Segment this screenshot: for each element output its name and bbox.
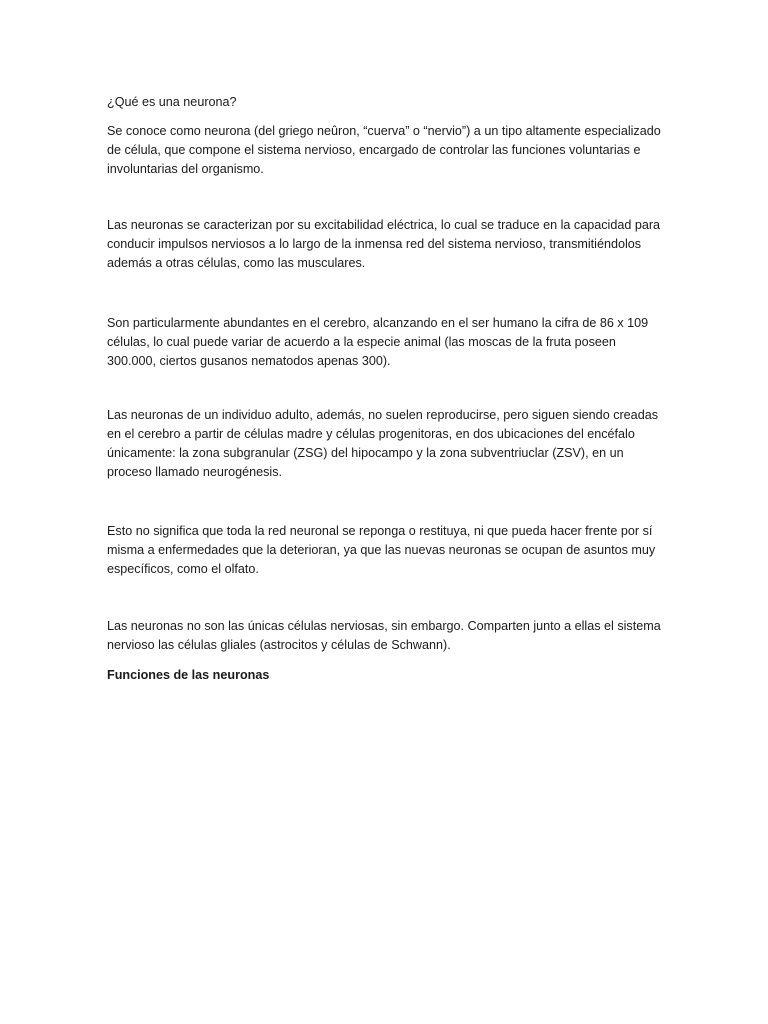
paragraph-excitability: Las neuronas se caracterizan por su excitabilidad eléctrica, lo cual se traduce en la capacidad para conducir impulsos nerviosos a lo largo de la inmensa red del sistema nervioso, transmitiéndolos además a otras células, como las musculares.: [107, 218, 661, 270]
paragraph-definition: Se conoce como neurona (del griego neûron, “cuerva” o “nervio”) a un tipo altamente especializado de célula, que compone el sistema nervioso, encargado de controlar las funciones voluntarias e involuntarias del organismo.: [107, 124, 661, 176]
section-heading: Funciones de las neuronas: [107, 668, 270, 682]
paragraph-restoration: Esto no significa que toda la red neuronal se reponga o restituya, ni que pueda hacer frente por sí misma a enfermedades que la deterioran, ya que las nuevas neuronas se ocupan de asuntos muy específicos, como el olfato.: [107, 524, 656, 576]
paragraph-abundance: Son particularmente abundantes en el cerebro, alcanzando en el ser humano la cifra de 86 x 109 células, lo cual puede variar de acuerdo a la especie animal (las moscas de la fruta poseen 300.000, ciertos gusanos nematodos apenas 300).: [107, 316, 649, 368]
paragraph-neurogenesis: Las neuronas de un individuo adulto, además, no suelen reproducirse, pero siguen siendo creadas en el cerebro a partir de células madre y células progenitoras, en dos ubicaciones del encéfalo únicamente: la zona subgranular (ZSG) del hipocampo y la zona subventriuclar (ZSV), en un proceso llamado neurogénesis.: [107, 408, 658, 479]
question-title: ¿Qué es una neurona?: [107, 95, 237, 109]
paragraph-glial-cells: Las neuronas no son las únicas células nerviosas, sin embargo. Comparten junto a ellas el sistema nervioso las células gliales (astrocitos y células de Schwann).: [107, 619, 661, 652]
